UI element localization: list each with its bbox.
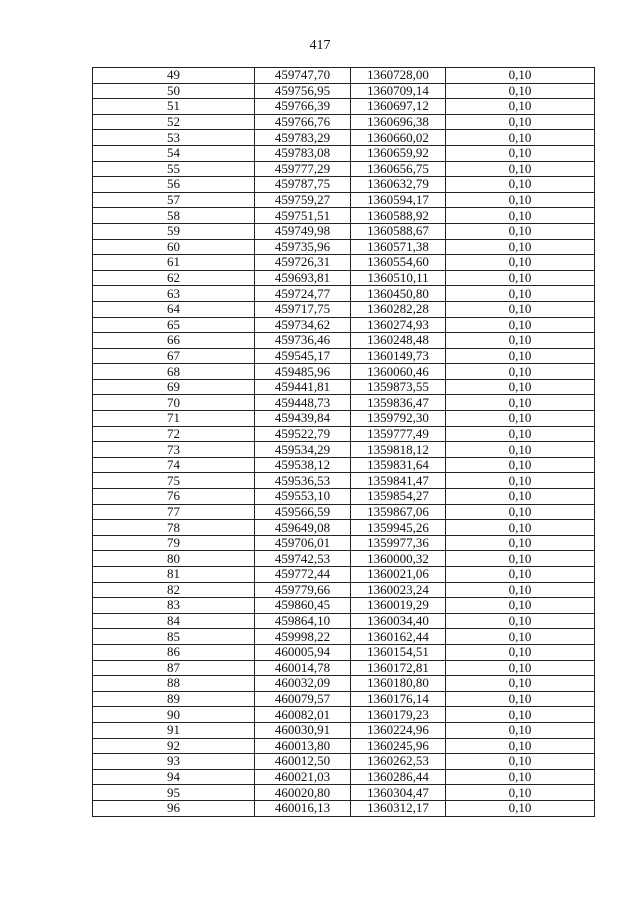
value-cell: 0,10 [446,208,595,224]
point-number-cell: 87 [93,660,255,676]
point-number-cell: 55 [93,161,255,177]
x-coordinate-cell: 459772,44 [255,567,351,583]
x-coordinate-cell: 460020,80 [255,785,351,801]
value-cell: 0,10 [446,192,595,208]
x-coordinate-cell: 459522,79 [255,426,351,442]
table-row [93,364,595,380]
table-row [93,644,595,660]
x-coordinate-cell: 459693,81 [255,270,351,286]
value-cell: 0,10 [446,83,595,99]
value-cell: 0,10 [446,364,595,380]
table-row [93,223,595,239]
x-coordinate-cell: 460014,78 [255,660,351,676]
y-coordinate-cell: 1360659,92 [351,145,446,161]
value-cell: 0,10 [446,161,595,177]
point-number-cell: 61 [93,255,255,271]
x-coordinate-cell: 459766,76 [255,114,351,130]
x-coordinate-cell: 459536,53 [255,473,351,489]
y-coordinate-cell: 1360632,79 [351,177,446,193]
x-coordinate-cell: 459441,81 [255,379,351,395]
y-coordinate-cell: 1360282,28 [351,301,446,317]
page-number: 417 [309,38,331,53]
x-coordinate-cell: 459759,27 [255,192,351,208]
table-row [93,551,595,567]
value-cell: 0,10 [446,130,595,146]
x-coordinate-cell: 460013,80 [255,738,351,754]
y-coordinate-cell: 1359777,49 [351,426,446,442]
x-coordinate-cell: 459717,75 [255,301,351,317]
y-coordinate-cell: 1360180,80 [351,676,446,692]
table-row [93,457,595,473]
x-coordinate-cell: 460082,01 [255,707,351,723]
point-number-cell: 96 [93,800,255,816]
y-coordinate-cell: 1359841,47 [351,473,446,489]
y-coordinate-cell: 1360023,24 [351,582,446,598]
x-coordinate-cell: 459998,22 [255,629,351,645]
table-row [93,270,595,286]
y-coordinate-cell: 1360312,17 [351,800,446,816]
y-coordinate-cell: 1360154,51 [351,644,446,660]
table-row [93,208,595,224]
y-coordinate-cell: 1360554,60 [351,255,446,271]
x-coordinate-cell: 460079,57 [255,691,351,707]
value-cell: 0,10 [446,738,595,754]
x-coordinate-cell: 459534,29 [255,442,351,458]
table-row [93,379,595,395]
table-row [93,504,595,520]
x-coordinate-cell: 459756,95 [255,83,351,99]
table-row [93,239,595,255]
table-body [93,68,595,817]
point-number-cell: 75 [93,473,255,489]
point-number-cell: 90 [93,707,255,723]
x-coordinate-cell: 459485,96 [255,364,351,380]
y-coordinate-cell: 1360696,38 [351,114,446,130]
value-cell: 0,10 [446,660,595,676]
y-coordinate-cell: 1360034,40 [351,613,446,629]
point-number-cell: 56 [93,177,255,193]
table-row [93,145,595,161]
value-cell: 0,10 [446,644,595,660]
y-coordinate-cell: 1360304,47 [351,785,446,801]
value-cell: 0,10 [446,239,595,255]
value-cell: 0,10 [446,457,595,473]
x-coordinate-cell: 459777,29 [255,161,351,177]
table-row [93,800,595,816]
table-row [93,489,595,505]
value-cell: 0,10 [446,707,595,723]
x-coordinate-cell: 460032,09 [255,676,351,692]
point-number-cell: 79 [93,535,255,551]
y-coordinate-cell: 1360274,93 [351,317,446,333]
point-number-cell: 77 [93,504,255,520]
table-row [93,286,595,302]
point-number-cell: 88 [93,676,255,692]
y-coordinate-cell: 1359792,30 [351,411,446,427]
x-coordinate-cell: 459726,31 [255,255,351,271]
table-row [93,161,595,177]
point-number-cell: 76 [93,489,255,505]
table-row [93,676,595,692]
table-row [93,130,595,146]
value-cell: 0,10 [446,551,595,567]
point-number-cell: 84 [93,613,255,629]
table-row [93,582,595,598]
value-cell: 0,10 [446,598,595,614]
point-number-cell: 57 [93,192,255,208]
point-number-cell: 89 [93,691,255,707]
x-coordinate-cell: 459724,77 [255,286,351,302]
point-number-cell: 64 [93,301,255,317]
point-number-cell: 65 [93,317,255,333]
x-coordinate-cell: 459787,75 [255,177,351,193]
table-row [93,395,595,411]
table-row [93,598,595,614]
point-number-cell: 70 [93,395,255,411]
value-cell: 0,10 [446,379,595,395]
y-coordinate-cell: 1360588,92 [351,208,446,224]
value-cell: 0,10 [446,691,595,707]
table-row [93,691,595,707]
x-coordinate-cell: 459783,29 [255,130,351,146]
table-row [93,567,595,583]
point-number-cell: 50 [93,83,255,99]
table-row [93,738,595,754]
x-coordinate-cell: 459649,08 [255,520,351,536]
table-row [93,707,595,723]
y-coordinate-cell: 1360286,44 [351,769,446,785]
value-cell: 0,10 [446,442,595,458]
x-coordinate-cell: 459553,10 [255,489,351,505]
point-number-cell: 59 [93,223,255,239]
value-cell: 0,10 [446,255,595,271]
value-cell: 0,10 [446,317,595,333]
table-row [93,348,595,364]
point-number-cell: 51 [93,99,255,115]
y-coordinate-cell: 1360149,73 [351,348,446,364]
point-number-cell: 82 [93,582,255,598]
point-number-cell: 92 [93,738,255,754]
y-coordinate-cell: 1359836,47 [351,395,446,411]
point-number-cell: 54 [93,145,255,161]
value-cell: 0,10 [446,473,595,489]
point-number-cell: 73 [93,442,255,458]
point-number-cell: 53 [93,130,255,146]
x-coordinate-cell: 460021,03 [255,769,351,785]
point-number-cell: 68 [93,364,255,380]
x-coordinate-cell: 460012,50 [255,754,351,770]
x-coordinate-cell: 459545,17 [255,348,351,364]
value-cell: 0,10 [446,348,595,364]
coordinates-table [92,67,595,817]
x-coordinate-cell: 459747,70 [255,68,351,84]
table-row [93,301,595,317]
value-cell: 0,10 [446,582,595,598]
point-number-cell: 91 [93,722,255,738]
x-coordinate-cell: 460016,13 [255,800,351,816]
y-coordinate-cell: 1360176,14 [351,691,446,707]
point-number-cell: 66 [93,333,255,349]
table-row [93,177,595,193]
x-coordinate-cell: 459734,62 [255,317,351,333]
table-row [93,722,595,738]
point-number-cell: 78 [93,520,255,536]
table-row [93,192,595,208]
value-cell: 0,10 [446,333,595,349]
point-number-cell: 95 [93,785,255,801]
y-coordinate-cell: 1360162,44 [351,629,446,645]
y-coordinate-cell: 1360000,32 [351,551,446,567]
value-cell: 0,10 [446,504,595,520]
table-row [93,114,595,130]
x-coordinate-cell: 459706,01 [255,535,351,551]
x-coordinate-cell: 459749,98 [255,223,351,239]
value-cell: 0,10 [446,99,595,115]
table-row [93,255,595,271]
value-cell: 0,10 [446,301,595,317]
value-cell: 0,10 [446,270,595,286]
x-coordinate-cell: 459751,51 [255,208,351,224]
point-number-cell: 62 [93,270,255,286]
x-coordinate-cell: 459860,45 [255,598,351,614]
table-row [93,411,595,427]
point-number-cell: 94 [93,769,255,785]
table-row [93,442,595,458]
point-number-cell: 83 [93,598,255,614]
value-cell: 0,10 [446,754,595,770]
y-coordinate-cell: 1360248,48 [351,333,446,349]
x-coordinate-cell: 459742,53 [255,551,351,567]
y-coordinate-cell: 1360172,81 [351,660,446,676]
value-cell: 0,10 [446,613,595,629]
y-coordinate-cell: 1359867,06 [351,504,446,520]
value-cell: 0,10 [446,395,595,411]
y-coordinate-cell: 1359818,12 [351,442,446,458]
value-cell: 0,10 [446,567,595,583]
point-number-cell: 63 [93,286,255,302]
table-row [93,769,595,785]
value-cell: 0,10 [446,520,595,536]
value-cell: 0,10 [446,676,595,692]
table-row [93,68,595,84]
y-coordinate-cell: 1360660,02 [351,130,446,146]
x-coordinate-cell: 459439,84 [255,411,351,427]
value-cell: 0,10 [446,286,595,302]
y-coordinate-cell: 1360588,67 [351,223,446,239]
x-coordinate-cell: 459566,59 [255,504,351,520]
value-cell: 0,10 [446,68,595,84]
x-coordinate-cell: 459448,73 [255,395,351,411]
x-coordinate-cell: 459538,12 [255,457,351,473]
y-coordinate-cell: 1359873,55 [351,379,446,395]
point-number-cell: 81 [93,567,255,583]
table-row [93,754,595,770]
y-coordinate-cell: 1360019,29 [351,598,446,614]
x-coordinate-cell: 459779,66 [255,582,351,598]
y-coordinate-cell: 1360510,11 [351,270,446,286]
y-coordinate-cell: 1359831,64 [351,457,446,473]
table-row [93,83,595,99]
table-row [93,473,595,489]
y-coordinate-cell: 1360245,96 [351,738,446,754]
point-number-cell: 86 [93,644,255,660]
value-cell: 0,10 [446,223,595,239]
x-coordinate-cell: 459864,10 [255,613,351,629]
y-coordinate-cell: 1360571,38 [351,239,446,255]
table-row [93,535,595,551]
table-row [93,629,595,645]
point-number-cell: 49 [93,68,255,84]
point-number-cell: 58 [93,208,255,224]
x-coordinate-cell: 459735,96 [255,239,351,255]
point-number-cell: 93 [93,754,255,770]
table-row [93,426,595,442]
y-coordinate-cell: 1360709,14 [351,83,446,99]
point-number-cell: 52 [93,114,255,130]
point-number-cell: 72 [93,426,255,442]
point-number-cell: 71 [93,411,255,427]
y-coordinate-cell: 1360262,53 [351,754,446,770]
x-coordinate-cell: 459766,39 [255,99,351,115]
x-coordinate-cell: 460005,94 [255,644,351,660]
table-row [93,785,595,801]
y-coordinate-cell: 1360179,23 [351,707,446,723]
table-row [93,613,595,629]
y-coordinate-cell: 1359977,36 [351,535,446,551]
y-coordinate-cell: 1360224,96 [351,722,446,738]
value-cell: 0,10 [446,769,595,785]
y-coordinate-cell: 1360656,75 [351,161,446,177]
value-cell: 0,10 [446,722,595,738]
x-coordinate-cell: 459783,08 [255,145,351,161]
value-cell: 0,10 [446,145,595,161]
value-cell: 0,10 [446,114,595,130]
value-cell: 0,10 [446,411,595,427]
value-cell: 0,10 [446,800,595,816]
point-number-cell: 67 [93,348,255,364]
y-coordinate-cell: 1359945,26 [351,520,446,536]
y-coordinate-cell: 1360697,12 [351,99,446,115]
y-coordinate-cell: 1360728,00 [351,68,446,84]
table-row [93,99,595,115]
x-coordinate-cell: 459736,46 [255,333,351,349]
table-row [93,333,595,349]
table-row [93,660,595,676]
y-coordinate-cell: 1360021,06 [351,567,446,583]
y-coordinate-cell: 1360594,17 [351,192,446,208]
point-number-cell: 80 [93,551,255,567]
y-coordinate-cell: 1359854,27 [351,489,446,505]
table-row [93,520,595,536]
point-number-cell: 74 [93,457,255,473]
value-cell: 0,10 [446,535,595,551]
table-row [93,317,595,333]
point-number-cell: 69 [93,379,255,395]
x-coordinate-cell: 460030,91 [255,722,351,738]
y-coordinate-cell: 1360450,80 [351,286,446,302]
value-cell: 0,10 [446,426,595,442]
value-cell: 0,10 [446,177,595,193]
value-cell: 0,10 [446,489,595,505]
point-number-cell: 60 [93,239,255,255]
point-number-cell: 85 [93,629,255,645]
value-cell: 0,10 [446,785,595,801]
y-coordinate-cell: 1360060,46 [351,364,446,380]
value-cell: 0,10 [446,629,595,645]
